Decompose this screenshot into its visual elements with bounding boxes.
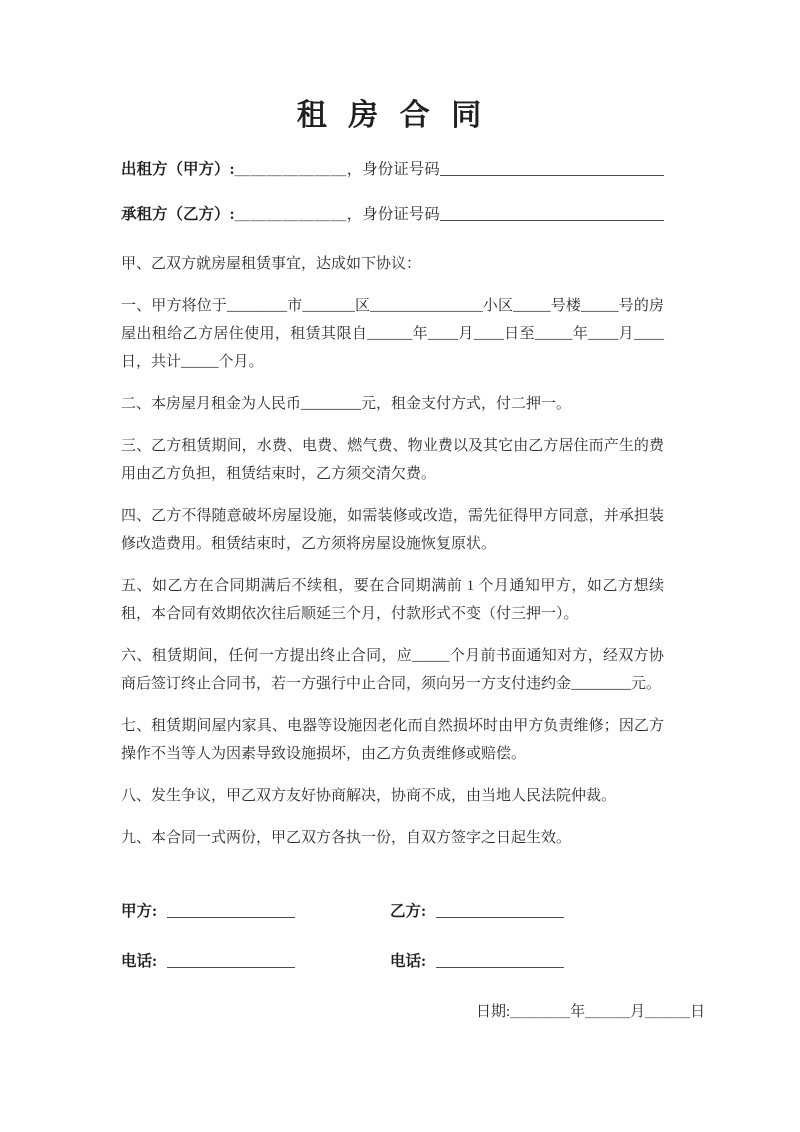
lessee-id-label: ，身份证号码 xyxy=(346,206,440,223)
signature-phone-row xyxy=(121,952,664,972)
party-a-signature xyxy=(121,902,390,922)
party-a-phone xyxy=(121,952,390,972)
party-b-phone xyxy=(390,952,659,972)
clause-2: 二、本房屋月租金为人民币________元，租金支付方式，付二押一。 xyxy=(121,396,572,412)
lessee-name-blank: ＿＿＿＿＿＿＿ xyxy=(234,206,347,223)
page-title: 租 房 合 同 xyxy=(296,99,489,132)
lessor-label: 出租方（甲方）: xyxy=(121,161,235,178)
lessor-name-blank: ＿＿＿＿＿＿＿ xyxy=(234,161,347,178)
clause-3: 三、乙方租赁期间，水费、电费、燃气费、物业费以及其它由乙方居住而产生的费用由乙方负担，租赁结束时，乙方须交清欠费。 xyxy=(121,438,664,482)
party-a-phone-label: 电话: xyxy=(121,953,158,970)
lessee-label: 承租方（乙方）: xyxy=(121,206,235,223)
clause-4: 四、乙方不得随意破坏房屋设施，如需装修或改造，需先征得甲方同意，并承担装修改造费用。租赁结束时，乙方须将房屋设施恢复原状。 xyxy=(121,508,664,552)
clause-8: 八、发生争议，甲乙双方友好协商解决，协商不成，由当地人民法院仲裁。 xyxy=(121,788,617,804)
lessor-id-label: ，身份证号码 xyxy=(346,161,440,178)
signature-block xyxy=(121,902,706,1022)
party-b-label: 乙方: xyxy=(390,903,427,920)
party-b-signature xyxy=(390,902,659,922)
party-a-signature-blank xyxy=(167,902,295,918)
date-line: 日期:＿＿＿＿年＿＿＿月＿＿＿日 xyxy=(476,1004,706,1020)
clause-9: 九、本合同一式两份，甲乙双方各执一份，自双方签字之日起生效。 xyxy=(121,830,572,846)
party-a-phone-blank xyxy=(167,952,295,968)
clause-7: 七、租赁期间屋内家具、电器等设施因老化而自然损坏时由甲方负责维修；因乙方操作不当等人为因素导致设施损坏，由乙方负责维修或赔偿。 xyxy=(121,718,664,762)
lessor-line xyxy=(121,159,664,180)
party-b-phone-blank xyxy=(436,952,564,968)
party-b-signature-blank xyxy=(436,902,564,918)
clause-5: 五、如乙方在合同期满后不续租，要在合同期满前 1 个月通知甲方，如乙方想续租，本合同有效期依次往后顺延三个月，付款形式不变（付三押一）。 xyxy=(121,578,664,622)
lessor-id-blank xyxy=(440,159,664,176)
clause-1: 一、甲方将位于________市_______区_______________小区_____号楼_____号的房屋出租给乙方居住使用，租赁其限自______年____月____日至_____年____月____日，共计_____个月。 xyxy=(121,298,664,370)
lessee-line xyxy=(121,204,664,225)
clause-6: 六、租赁期间，任何一方提出终止合同，应_____个月前书面通知对方，经双方协商后签订终止合同书，若一方强行中止合同，须向另一方支付违约金________元。 xyxy=(121,648,664,692)
lessee-id-blank xyxy=(440,204,664,221)
signature-name-row xyxy=(121,902,664,922)
agreement-intro: 甲、乙双方就房屋租赁事宜，达成如下协议： xyxy=(121,256,422,272)
party-b-phone-label: 电话: xyxy=(390,953,427,970)
party-a-label: 甲方: xyxy=(121,903,158,920)
